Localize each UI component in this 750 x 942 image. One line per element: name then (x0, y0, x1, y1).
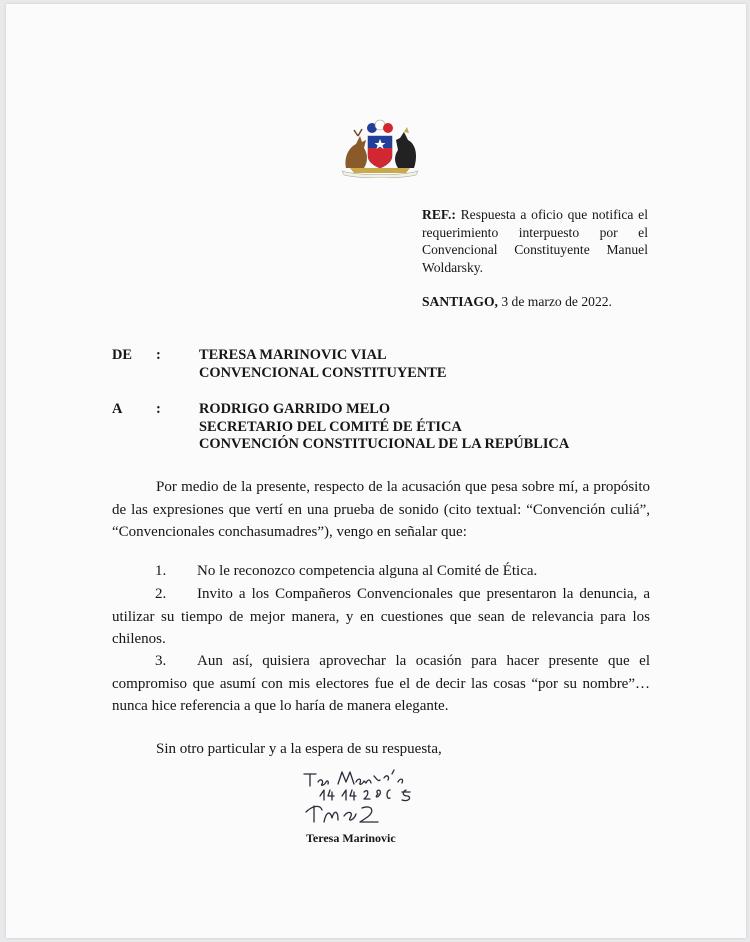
from-block (199, 347, 447, 382)
intro-paragraph: Por medio de la presente, respecto de la acusación que pesa sobre mí, a propósito de las expresiones que vertí en una prueba de sonido (cito textual: “Convención culiá”, “Convencionales conchasumadres”), vengo en señalar que: (112, 479, 650, 540)
to-institution: CONVENCIÓN CONSTITUCIONAL DE LA REPÚBLICA (199, 436, 570, 452)
closing-line: Sin otro particular y a la espera de su respuesta, (156, 741, 442, 757)
to-block (199, 401, 569, 454)
list-item-1 (112, 560, 650, 583)
list-item-number: 2. (155, 586, 167, 602)
list-item-text: Invito a los Compañeros Convencionales que presentaron la denuncia, a utilizar su tiempo de mejor manera, y en cuestiones que sean de relevancia para los chilenos. (112, 586, 650, 647)
list-item-2 (112, 583, 650, 651)
list-item-text: No le reconozco competencia alguna al Comité de Ética. (197, 563, 538, 579)
list-item-number: 1. (155, 563, 167, 579)
reference-block (422, 206, 648, 276)
handwritten-signature (298, 766, 438, 826)
document-page (6, 4, 746, 938)
to-title: SECRETARIO DEL COMITÉ DE ÉTICA (199, 418, 462, 435)
from-colon: : (156, 347, 161, 363)
list-item-number: 3. (155, 653, 167, 669)
from-role: CONVENCIONAL CONSTITUYENTE (199, 364, 447, 381)
date-city: SANTIAGO, (422, 294, 498, 309)
date-line (422, 294, 612, 310)
signer-name: Teresa Marinovic (306, 831, 396, 845)
to-colon: : (156, 401, 161, 417)
to-name: RODRIGO GARRIDO MELO (199, 401, 391, 417)
from-name: TERESA MARINOVIC VIAL (199, 347, 387, 363)
list-item-text: Aun así, quisiera aprovechar la ocasión para hacer presente que el compromiso que asumí con mis electores fue el de decir las cosas “por su nombre”… nunca hice referencia a que lo haría de manera elegante. (112, 653, 650, 714)
date-text: 3 de marzo de 2022. (501, 294, 612, 309)
to-label: A (112, 401, 123, 417)
coat-of-arms-emblem (334, 118, 426, 178)
list-item-3 (112, 650, 650, 718)
from-label: DE (112, 347, 132, 363)
ref-label: REF.: (422, 207, 456, 222)
ref-text: Respuesta a oficio que notifica el requerimiento interpuesto por el Convencional Constituyente Manuel Woldarsky. (422, 207, 648, 275)
